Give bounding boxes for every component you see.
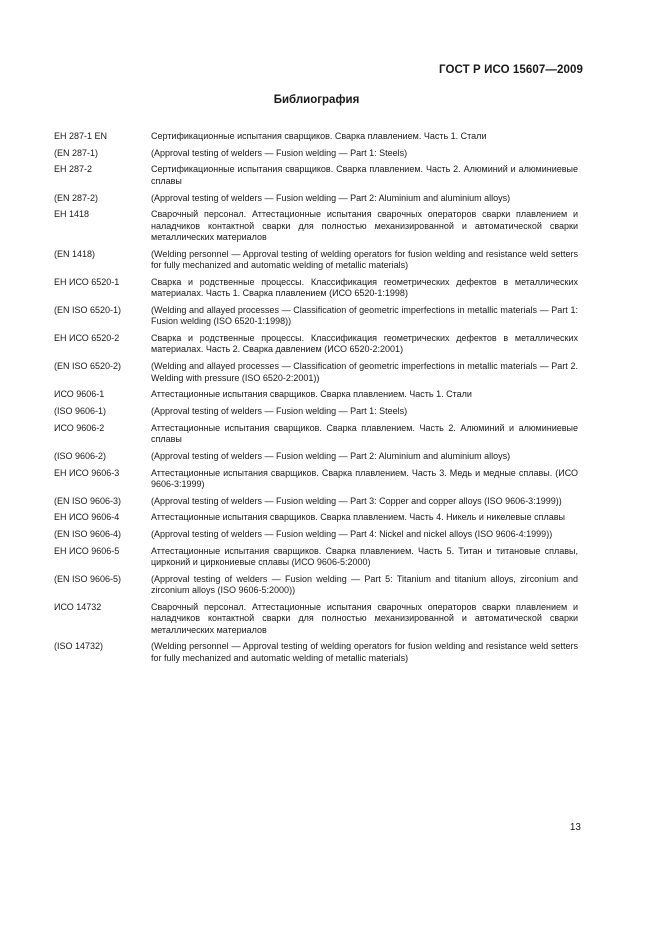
bibliography-entry <box>54 423 578 446</box>
entry-code: (EN ISO 6520-1) <box>54 304 122 315</box>
entry-text: Сварочный персонал. Аттестационные испытания сварочных операторов сварки плавлением и наладчиков контактной сварки для полностью механизированной и автоматической сварки металлических материалов <box>151 601 578 635</box>
entry-code: ЕН ИСО 9606-3 <box>54 467 120 478</box>
bibliography-entry <box>54 602 578 636</box>
entry-code: ЕН 1418 <box>54 209 90 220</box>
entry-text: (Approval testing of welders — Fusion welding — Part 5: Titanium and titanium alloys, zirconium and zirconium alloys (ISO 9606-5:2000)) <box>151 573 578 596</box>
bibliography-entry <box>54 496 578 507</box>
bibliography-entry <box>54 641 578 664</box>
entry-text: (Welding personnel — Approval testing of welding operators for fusion welding and resistance weld setters for fully mechanized and automatic welding of metallic materials) <box>151 248 578 271</box>
entry-code: (EN 287-1) <box>54 147 99 158</box>
bibliography-entry <box>54 406 578 417</box>
bibliography-list <box>54 131 578 670</box>
bibliography-entry <box>54 148 578 159</box>
bibliography-entry <box>54 131 578 142</box>
bibliography-entry <box>54 512 578 523</box>
bibliography-entry <box>54 277 578 300</box>
entry-code: ИСО 14732 <box>54 601 102 612</box>
entry-text: Сертификационные испытания сварщиков. Сварка плавлением. Часть 2. Алюминий и алюминиевые сплавы <box>151 164 578 186</box>
bibliography-entry <box>54 529 578 540</box>
entry-code: ЕН 287-2 <box>54 164 93 175</box>
entry-text: (Approval testing of welders — Fusion welding — Part 3: Copper and copper alloys (ISO 9606-3:1999)) <box>151 495 562 506</box>
document-header: ГОСТ Р ИСО 15607—2009 <box>438 64 583 76</box>
entry-code: (ISO 14732) <box>54 641 104 652</box>
entry-text: (Approval testing of welders — Fusion welding — Part 4: Nickel and nickel alloys (ISO 9606-4:1999)) <box>151 529 553 540</box>
entry-code: ЕН ИСО 9606-5 <box>54 545 120 556</box>
entry-text: (Welding and allayed processes — Classification of geometric imperfections in metallic materials — Part 2. Welding with pressure (ISO 6520-2:2001)) <box>151 361 578 383</box>
entry-code: (EN ISO 9606-3) <box>54 495 122 506</box>
entry-code: ЕН ИСО 6520-2 <box>54 333 120 344</box>
bibliography-entry <box>54 574 578 597</box>
entry-code: ЕН ИСО 9606-4 <box>54 512 120 523</box>
entry-code: ИСО 9606-1 <box>54 389 105 400</box>
entry-text: (Approval testing of welders — Fusion welding — Part 2: Aluminium and aluminium alloys) <box>151 192 511 203</box>
entry-code: (EN ISO 9606-4) <box>54 529 122 540</box>
bibliography-entry <box>54 249 578 272</box>
entry-text: (Approval testing of welders — Fusion welding — Part 1: Steels) <box>151 405 408 416</box>
page-title: Библиография <box>273 94 360 106</box>
entry-text: Сварка и родственные процессы. Классификация геометрических дефектов в металлических материалах. Часть 1. Сварка плавлением (ИСО 6520-1:1998) <box>151 276 578 299</box>
entry-code: (EN 1418) <box>54 248 96 259</box>
entry-code: (ISO 9606-2) <box>54 450 107 461</box>
entry-code: (ISO 9606-1) <box>54 405 107 416</box>
bibliography-entry <box>54 361 578 384</box>
entry-text: Аттестационные испытания сварщиков. Сварка плавлением. Часть 5. Титан и титановые сплавы, цирконий и циркониевые сплавы (ИСО 9606-5:2000) <box>151 545 578 568</box>
entry-text: (Welding and allayed processes — Classification of geometric imperfections in metallic materials — Part 1: Fusion welding (ISO 6520-1:1998)) <box>151 304 578 327</box>
entry-text: Сварочный персонал. Аттестационные испытания сварочных операторов сварки плавлением и наладчиков контактной сварки для полностью механизированной и автоматической сварки металлических материалов <box>151 209 578 243</box>
entry-code: ЕН 287-1 EN <box>54 131 108 141</box>
bibliography-entry <box>54 333 578 356</box>
entry-code: (EN 287-2) <box>54 192 99 203</box>
entry-code: (EN ISO 9606-5) <box>54 573 122 584</box>
entry-text: Сварка и родственные процессы. Классификация геометрических дефектов в металлических материалах. Часть 2. Сварка давлением (ИСО 6520-2:2001) <box>151 333 578 355</box>
bibliography-entry <box>54 305 578 328</box>
entry-text: Аттестационные испытания сварщиков. Сварка плавлением. Часть 4. Никель и никелевые сплавы <box>151 512 565 523</box>
entry-code: ИСО 9606-2 <box>54 422 105 433</box>
entry-code: ЕН ИСО 6520-1 <box>54 276 120 287</box>
entry-text: (Approval testing of welders — Fusion welding — Part 1: Steels) <box>151 147 408 158</box>
entry-text: Аттестационные испытания сварщиков. Сварка плавлением. Часть 3. Медь и медные сплавы. (ИСО 9606-3:1999) <box>151 467 578 489</box>
bibliography-entry <box>54 164 578 187</box>
entry-code: (EN ISO 6520-2) <box>54 361 122 372</box>
bibliography-entry <box>54 389 578 400</box>
bibliography-entry <box>54 193 578 204</box>
bibliography-entry <box>54 546 578 569</box>
entry-text: (Welding personnel — Approval testing of welding operators for fusion welding and resistance weld setters for fully mechanized and automatic welding of metallic materials) <box>151 641 578 663</box>
entry-text: (Approval testing of welders — Fusion welding — Part 2: Aluminium and aluminium alloys) <box>151 450 511 461</box>
entry-text: Аттестационные испытания сварщиков. Сварка плавлением. Часть 2. Алюминий и алюминиевые сплавы <box>151 422 578 445</box>
entry-text: Сертификационные испытания сварщиков. Сварка плавлением. Часть 1. Стали <box>151 131 487 141</box>
bibliography-entry <box>54 451 578 462</box>
entry-text: Аттестационные испытания сварщиков. Сварка плавлением. Часть 1. Стали <box>151 389 472 400</box>
bibliography-entry <box>54 468 578 491</box>
page-number: 13 <box>569 822 581 833</box>
bibliography-entry <box>54 209 578 243</box>
